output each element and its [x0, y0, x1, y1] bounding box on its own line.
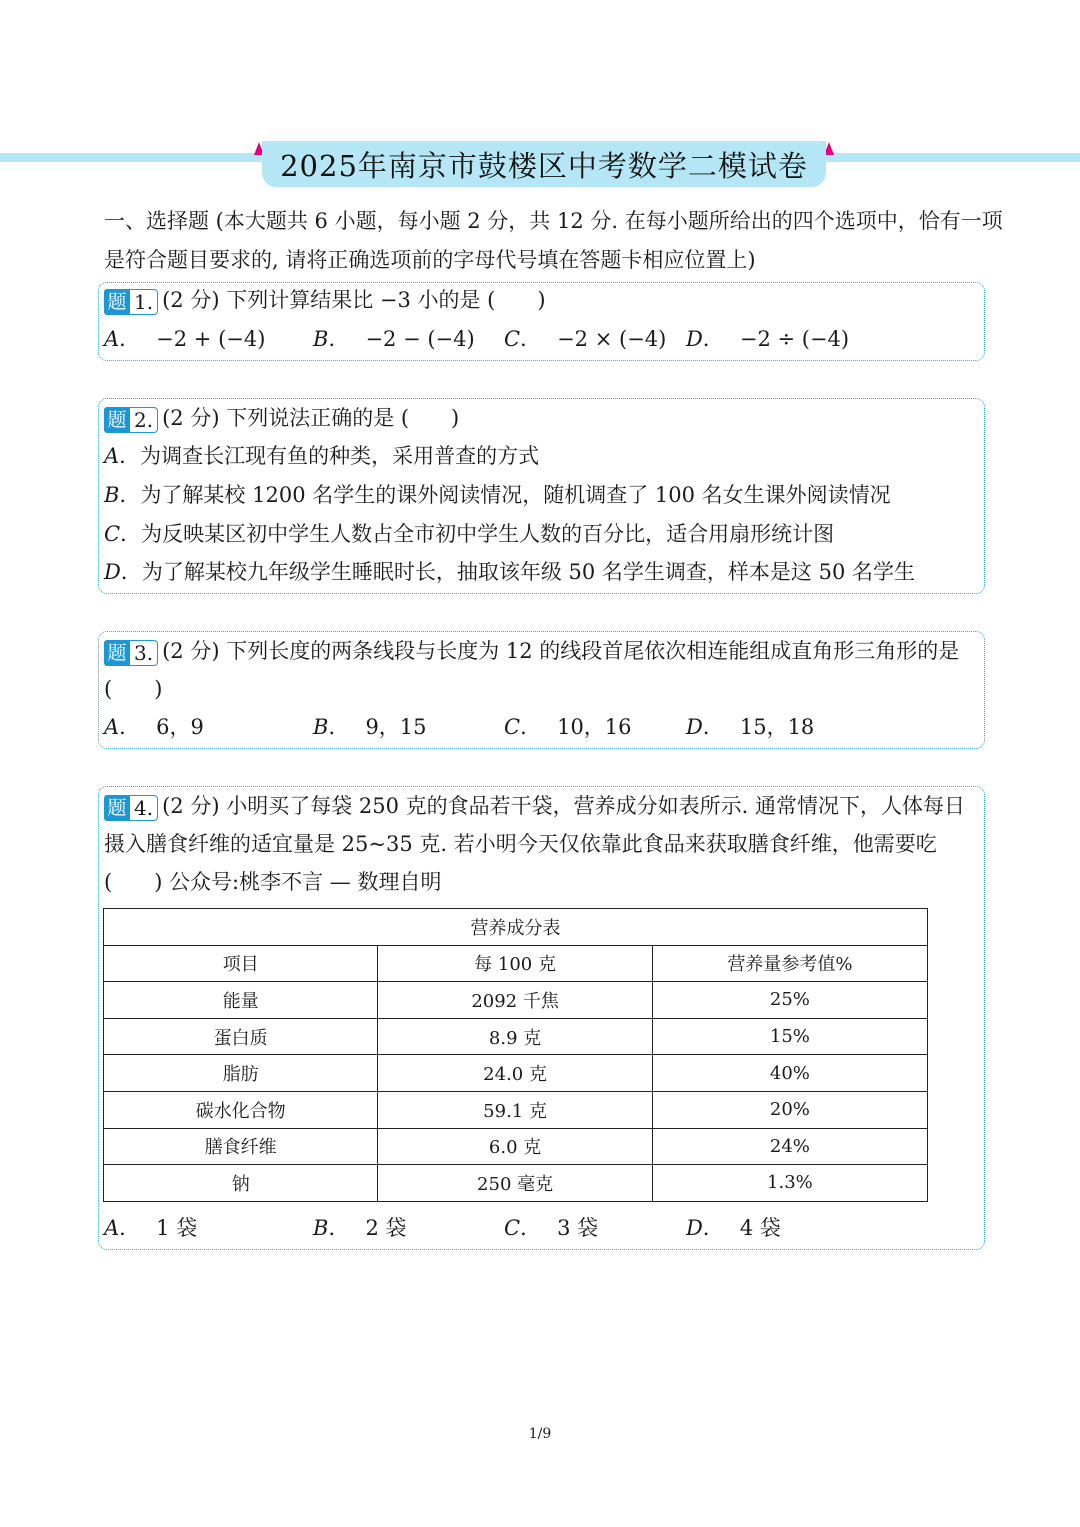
option-text: 15，18	[739, 715, 815, 739]
question-text: (2 分) 下列说法正确的是 ( )	[162, 406, 460, 430]
table-cell: 20%	[652, 1091, 927, 1128]
option-text: 为了解某校 1200 名学生的课外阅读情况，随机调查了 100 名女生课外阅读情况	[140, 483, 891, 507]
option-a: A．为调查长江现有鱼的种类，采用普查的方式	[104, 444, 540, 468]
option-d: D． −2 ÷ (−4)	[686, 327, 850, 351]
question-4-stem-cont: 摄入膳食纤维的适宜量是 25~35 克. 若小明今天仅依靠此食品来获取膳食纤维，他需要吃	[104, 832, 937, 856]
option-c: C． −2 × (−4)	[504, 327, 667, 351]
table-cell: 能量	[104, 982, 378, 1019]
option-letter: A	[104, 715, 120, 739]
question-text: (2 分) 下列长度的两条线段与长度为 12 的线段首尾依次相连能组成直角形三角形的是	[162, 639, 960, 663]
question-4-stem-cont2: ( ) 公众号:桃李不言 — 数理自明	[104, 870, 442, 894]
table-cell: 碳水化合物	[104, 1091, 378, 1128]
option-text: −2 − (−4)	[365, 327, 475, 351]
question-1-stem	[104, 285, 546, 315]
question-text: (2 分) 下列计算结果比 −3 小的是 ( )	[162, 288, 546, 312]
option-letter: D	[686, 1216, 703, 1240]
option-b: B．为了解某校 1200 名学生的课外阅读情况，随机调查了 100 名女生课外阅读情况	[104, 483, 891, 507]
option-letter: A	[104, 444, 120, 468]
option-text: 10，16	[557, 715, 632, 739]
table-cell: 脂肪	[104, 1055, 378, 1092]
question-tag: 题	[104, 795, 130, 821]
table-header: 营养量参考值%	[652, 945, 927, 982]
option-letter: A	[104, 327, 120, 351]
question-tag: 题	[104, 640, 130, 666]
question-number-badge	[104, 795, 158, 821]
option-d: D． 4 袋	[686, 1216, 781, 1240]
question-4-stem	[104, 791, 965, 821]
table-cell: 1.3%	[652, 1165, 927, 1202]
option-text: 为了解某校九年级学生睡眠时长，抽取该年级 50 名学生调查，样本是这 50 名学生	[141, 560, 915, 584]
option-text: 为调查长江现有鱼的种类，采用普查的方式	[140, 444, 540, 468]
question-tag: 题	[104, 289, 130, 315]
option-text: 9，15	[365, 715, 427, 739]
option-letter: C	[104, 522, 121, 546]
question-number-badge	[104, 289, 158, 315]
option-b: B． 2 袋	[313, 1216, 407, 1240]
question-number: 2.	[130, 407, 158, 433]
question-2-stem	[104, 403, 459, 433]
option-text: −2 + (−4)	[156, 327, 266, 351]
option-a: A． 1 袋	[104, 1216, 198, 1240]
option-b: B． −2 − (−4)	[313, 327, 475, 351]
option-c: C． 3 袋	[504, 1216, 599, 1240]
option-letter: C	[504, 715, 521, 739]
table-row	[104, 1128, 928, 1165]
option-b: B． 9，15	[313, 715, 427, 739]
option-letter: B	[313, 327, 329, 351]
page-title: 2025年南京市鼓楼区中考数学二模试卷	[280, 148, 808, 183]
question-number-badge	[104, 407, 158, 433]
option-a: A． 6，9	[104, 715, 204, 739]
table-caption-row	[104, 909, 928, 946]
section-instruction-line1: 一、选择题 (本大题共 6 小题，每小题 2 分，共 12 分. 在每小题所给出的四个选项中，恰有一项	[104, 209, 1003, 233]
section-instruction-line2: 是符合题目要求的, 请将正确选项前的字母代号填在答题卡相应位置上)	[104, 248, 756, 272]
option-letter: B	[313, 715, 329, 739]
question-3-stem-cont: ( )	[104, 677, 163, 701]
table-cell: 钠	[104, 1165, 378, 1202]
question-text: (2 分) 小明买了每袋 250 克的食品若干袋，营养成分如表所示. 通常情况下，人体每日	[162, 794, 965, 818]
question-number-badge	[104, 640, 158, 666]
question-3-stem	[104, 636, 959, 666]
option-letter: D	[686, 327, 703, 351]
option-d: D．为了解某校九年级学生睡眠时长，抽取该年级 50 名学生调查，样本是这 50 名学生	[104, 560, 915, 584]
question-number: 3.	[130, 640, 158, 666]
table-cell: 6.0 克	[378, 1128, 652, 1165]
option-text: −2 × (−4)	[557, 327, 667, 351]
table-cell: 15%	[652, 1018, 927, 1055]
table-cell: 24%	[652, 1128, 927, 1165]
table-row	[104, 1091, 928, 1128]
table-cell: 40%	[652, 1055, 927, 1092]
table-cell: 2092 千焦	[378, 982, 652, 1019]
option-c: C． 10，16	[504, 715, 632, 739]
option-a: A． −2 + (−4)	[104, 327, 266, 351]
option-text: 6，9	[156, 715, 204, 739]
question-tag: 题	[104, 407, 130, 433]
page-number: 1/9	[528, 1426, 552, 1442]
table-cell: 膳食纤维	[104, 1128, 378, 1165]
option-letter: A	[104, 1216, 120, 1240]
table-row	[104, 982, 928, 1019]
option-text: 4 袋	[739, 1216, 781, 1240]
question-number: 1.	[130, 289, 158, 315]
question-number: 4.	[130, 795, 158, 821]
table-row	[104, 1018, 928, 1055]
option-text: 为反映某区初中学生人数占全市初中学生人数的百分比，适合用扇形统计图	[141, 522, 835, 546]
option-c: C．为反映某区初中学生人数占全市初中学生人数的百分比，适合用扇形统计图	[104, 522, 835, 546]
option-letter: B	[104, 483, 120, 507]
table-row	[104, 1055, 928, 1092]
table-row	[104, 1165, 928, 1202]
option-letter: D	[104, 560, 121, 584]
table-caption: 营养成分表	[104, 909, 928, 946]
table-cell: 24.0 克	[378, 1055, 652, 1092]
table-header-row	[104, 945, 928, 982]
option-letter: D	[686, 715, 703, 739]
option-text: 1 袋	[156, 1216, 198, 1240]
title-tab	[262, 141, 826, 187]
option-letter: C	[504, 327, 521, 351]
table-cell: 25%	[652, 982, 927, 1019]
option-text: −2 ÷ (−4)	[739, 327, 850, 351]
table-cell: 8.9 克	[378, 1018, 652, 1055]
table-header: 每 100 克	[378, 945, 652, 982]
option-text: 3 袋	[557, 1216, 599, 1240]
table-cell: 59.1 克	[378, 1091, 652, 1128]
option-text: 2 袋	[365, 1216, 407, 1240]
option-d: D． 15，18	[686, 715, 815, 739]
option-letter: B	[313, 1216, 329, 1240]
table-cell: 250 毫克	[378, 1165, 652, 1202]
table-cell: 蛋白质	[104, 1018, 378, 1055]
nutrition-table	[103, 908, 928, 1202]
table-header: 项目	[104, 945, 378, 982]
option-letter: C	[504, 1216, 521, 1240]
